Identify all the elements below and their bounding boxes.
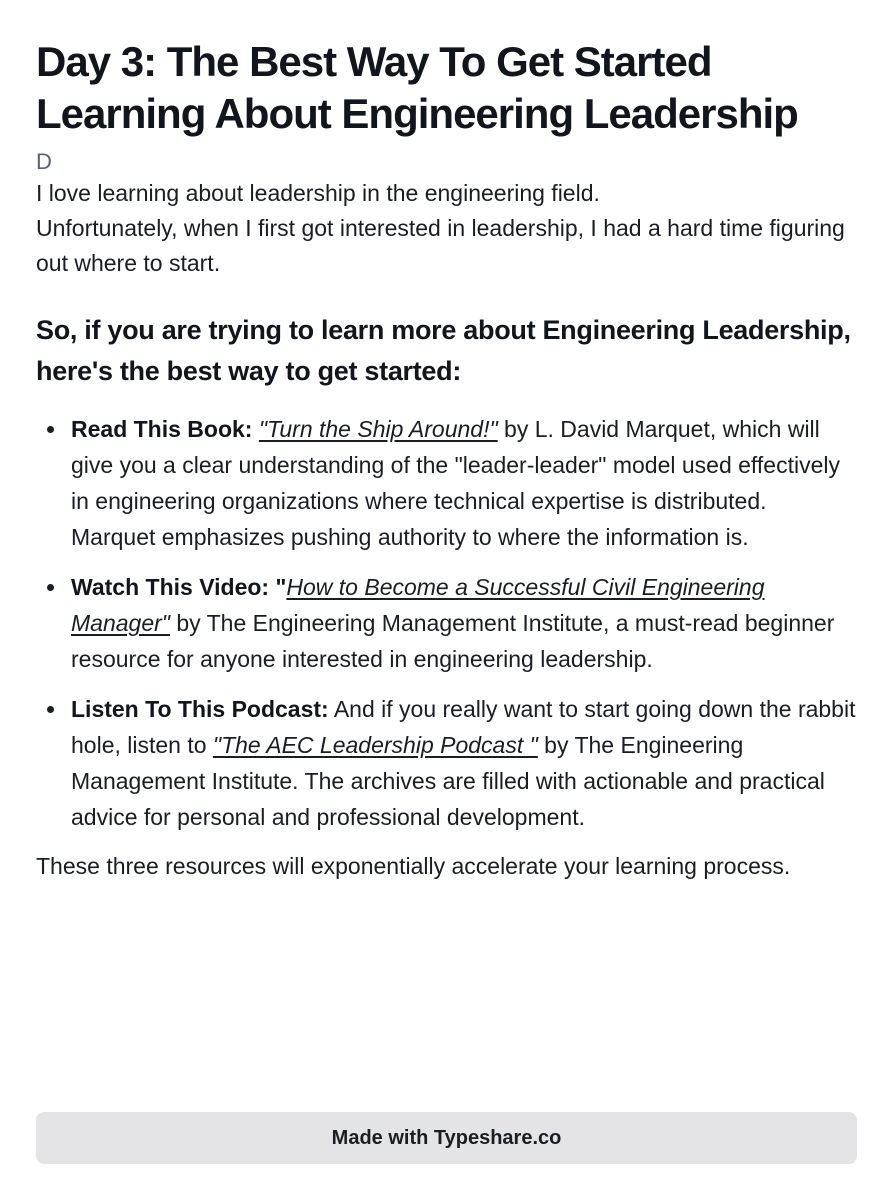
resource-list [36,411,856,835]
resource-lead: Listen To This Podcast: [71,696,329,722]
podcast-link[interactable]: "The AEC Leadership Podcast " [212,732,538,758]
resource-item-book [71,411,856,555]
resource-pre-link: And if you really want to start going down the rabbit hole, listen to [71,696,856,758]
closing-paragraph: These three resources will exponentially accelerate your learning process. [36,853,791,879]
resource-description: by L. David Marquet, which will give you a clear understanding of the "leader-leader" model used effectively in engineering organizations where technical expertise is distributed. Marquet emphasizes pushing authority to where the information is. [71,416,840,550]
made-with-typeshare-badge[interactable]: Made with Typeshare.co [36,1112,857,1164]
intro-paragraph: I love learning about leadership in the engineering field. [36,180,600,206]
resource-lead: Read This Book: [71,416,253,442]
resource-item-video [71,569,856,677]
resource-description: by The Engineering Management Institute. The archives are filled with actionable and practical advice for personal and professional development. [71,732,825,830]
resource-description: by The Engineering Management Institute, a must-read beginner resource for anyone interested in engineering leadership. [71,610,835,672]
video-link[interactable]: How to Become a Successful Civil Engineering Manager" [71,574,765,636]
resource-lead: Watch This Video: " [71,574,287,600]
article-title: Day 3: The Best Way To Get Started Learning About Engineering Leadership [36,38,798,137]
author-initial: D [36,149,52,174]
book-link[interactable]: "Turn the Ship Around!" [258,416,498,442]
section-subheading: So, if you are trying to learn more about Engineering Leadership, here's the best way to get started: [36,315,851,386]
resource-item-podcast [71,691,856,835]
article [36,36,856,884]
intro-paragraph: Unfortunately, when I first got interested in leadership, I had a hard time figuring out where to start. [36,215,845,276]
